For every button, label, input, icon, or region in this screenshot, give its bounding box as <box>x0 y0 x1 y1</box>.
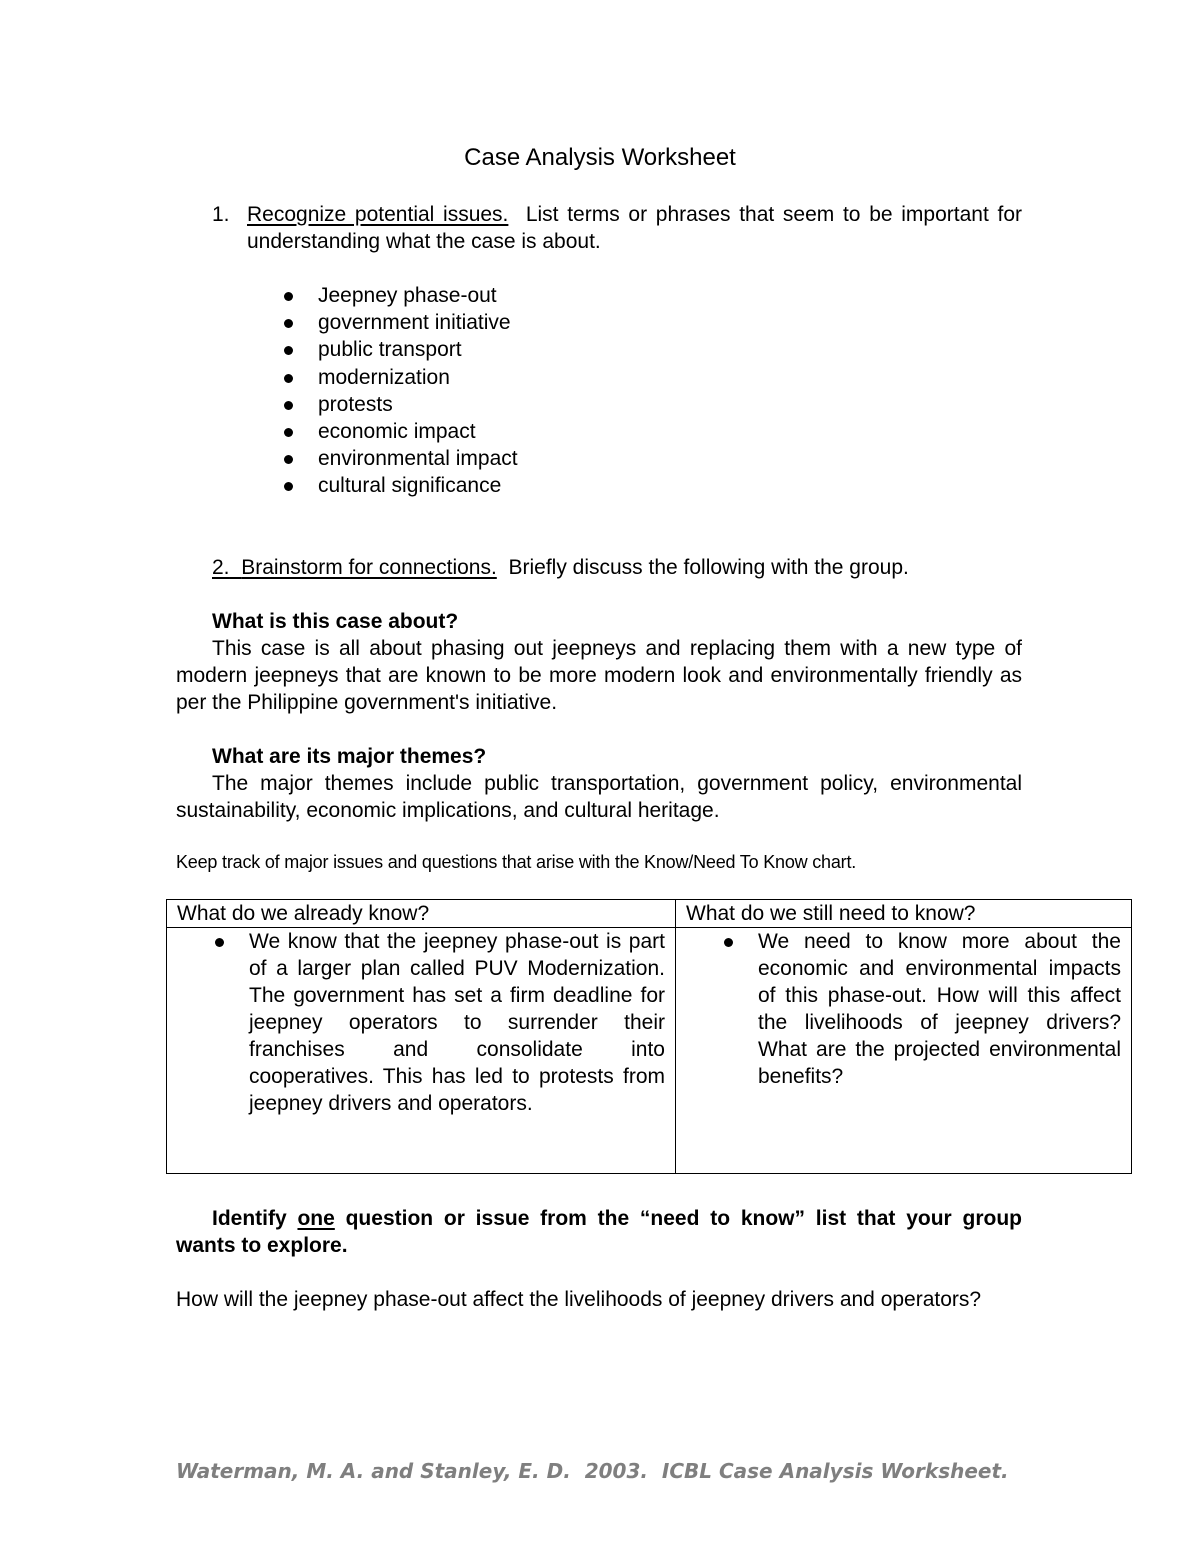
question-major-themes: What are its major themes? <box>212 745 487 768</box>
chart-instruction: Keep track of major issues and questions that arise with the Know/Need To Know chart. <box>176 852 857 872</box>
term-list <box>284 282 518 500</box>
need-to-know-item: We need to know more about the economic and environmental impacts of this phase-out. How will this affect the livelihoods of jeepney drivers? What are the projected environmental benefits? <box>758 930 1121 1088</box>
list-item: government initiative <box>284 309 518 336</box>
page-title: Case Analysis Worksheet <box>464 144 736 171</box>
step1-instruction: List terms or phrases that seem to be important for understanding what the case is about. <box>247 203 1023 253</box>
list-item: cultural significance <box>284 472 518 499</box>
step1-heading: Recognize potential issues. <box>247 203 509 226</box>
bullet-icon <box>284 455 293 464</box>
step2-number: 2. <box>212 556 230 579</box>
list-item: Jeepney phase-out <box>284 282 518 309</box>
know-item: We know that the jeepney phase-out is part of a larger plan called PUV Modernization. The government has set a firm deadline for jeepney operators to surrender their franchises and consolidate into cooperatives. This has led to protests from jeepney drivers and operators. <box>249 930 665 1115</box>
know-need-to-know-table <box>166 899 1132 1174</box>
step2-line <box>212 554 909 581</box>
step2-heading: Brainstorm for connections. <box>241 556 497 579</box>
chosen-question: How will the jeepney phase-out affect the livelihoods of jeepney drivers and operators? <box>176 1288 982 1311</box>
identify-instruction: Identify one question or issue from the “need to know” list that your group wants to explore. <box>176 1207 1022 1257</box>
bullet-icon <box>284 292 293 301</box>
question-case-about: What is this case about? <box>212 610 459 633</box>
table-cell-know <box>167 928 676 1174</box>
step2-instruction: Briefly discuss the following with the group. <box>508 556 909 579</box>
step1-number: 1. <box>212 203 230 226</box>
bullet-icon <box>284 401 293 410</box>
bullet-icon <box>284 428 293 437</box>
table-header-need-to-know: What do we still need to know? <box>676 900 1132 928</box>
list-item: protests <box>284 391 518 418</box>
answer-major-themes: The major themes include public transportation, government policy, environmental sustainability, economic implications, and cultural heritage. <box>176 772 1022 822</box>
table-cell-need-to-know <box>676 928 1132 1174</box>
bullet-icon <box>284 482 293 491</box>
list-item: environmental impact <box>284 445 518 472</box>
citation-footer: Waterman, M. A. and Stanley, E. D. 2003. ICBL Case Analysis Worksheet. <box>176 1459 1009 1483</box>
bullet-icon <box>215 938 224 947</box>
emphasis-one: one <box>297 1207 335 1230</box>
table-header-know: What do we already know? <box>167 900 676 928</box>
list-item: economic impact <box>284 418 518 445</box>
bullet-icon <box>724 938 733 947</box>
step1-text <box>247 201 1022 255</box>
list-item: modernization <box>284 364 518 391</box>
bullet-icon <box>284 319 293 328</box>
answer-case-about: This case is all about phasing out jeepneys and replacing them with a new type of modern jeepneys that are known to be more modern look and environmentally friendly as per the Philippine government's initiative. <box>176 637 1022 714</box>
list-item: public transport <box>284 336 518 363</box>
bullet-icon <box>284 346 293 355</box>
bullet-icon <box>284 374 293 383</box>
